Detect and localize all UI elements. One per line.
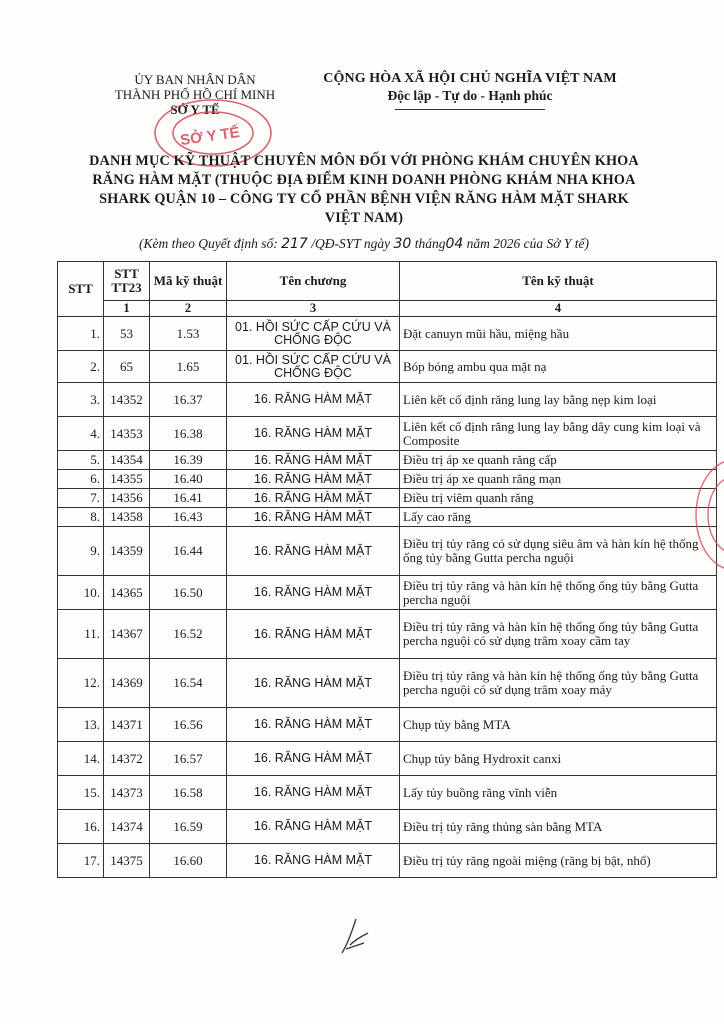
col-number-3: 3 [227,301,400,317]
row-ten-ky-thuat: Đặt canuyn mũi hầu, miệng hầu [400,317,717,351]
row-ten-ky-thuat: Điều trị tủy răng có sử dụng siêu âm và hàn kín hệ thống ống tủy bằng Gutta percha nguội [400,527,717,576]
decision-mid-2: tháng [414,236,446,251]
row-ma-ky-thuat: 1.53 [150,317,227,351]
row-stt: 6. [58,470,104,489]
table-row [58,844,717,878]
row-ten-ky-thuat: Bóp bóng ambu qua mặt nạ [400,351,717,383]
table-row [58,383,717,417]
col-number-2: 2 [150,301,227,317]
table-body [58,317,717,878]
col-number-4: 4 [400,301,717,317]
issuer-line-2: THÀNH PHỐ HỒ CHÍ MINH [114,87,276,102]
row-stt-tt23: 14358 [104,508,150,527]
row-stt: 5. [58,451,104,470]
table-row [58,351,717,383]
row-ma-ky-thuat: 16.38 [150,417,227,451]
row-ten-ky-thuat: Điều trị tủy răng ngoài miệng (răng bị bật, nhổ) [400,844,717,878]
row-ten-ky-thuat: Lấy tủy buồng răng vĩnh viễn [400,776,717,810]
row-stt-tt23: 14372 [104,742,150,776]
table-row [58,508,717,527]
row-stt: 1. [58,317,104,351]
row-ten-ky-thuat: Điều trị áp xe quanh răng cấp [400,451,717,470]
col-number-1: 1 [104,301,150,317]
row-ten-chuong: 16. RĂNG HÀM MẶT [227,659,400,708]
motto: Độc lập - Tự do - Hạnh phúc [387,88,553,103]
row-stt-tt23: 53 [104,317,150,351]
table-row [58,317,717,351]
row-ten-ky-thuat: Lấy cao răng [400,508,717,527]
row-stt-tt23: 14371 [104,708,150,742]
table-row [58,451,717,470]
row-ten-ky-thuat: Điều trị tủy răng và hàn kín hệ thống ống tủy bằng Gutta percha nguội có sử dụng trâm xoay máy [400,659,717,708]
row-ten-ky-thuat: Điều trị tủy răng và hàn kín hệ thống ống tủy bằng Gutta percha nguội [400,576,717,610]
table-row [58,527,717,576]
decision-prefix: (Kèm theo Quyết định số: [139,236,278,251]
row-stt: 3. [58,383,104,417]
row-ten-ky-thuat: Liên kết cố định răng lung lay bằng dây cung kim loại và Composite [400,417,717,451]
row-ten-chuong: 16. RĂNG HÀM MẶT [227,489,400,508]
issuer-line-1: ỦY BAN NHÂN DÂN [134,72,256,87]
row-stt: 8. [58,508,104,527]
row-stt: 11. [58,610,104,659]
row-stt-tt23: 14354 [104,451,150,470]
row-stt-tt23: 14373 [104,776,150,810]
row-ma-ky-thuat: 16.40 [150,470,227,489]
row-stt-tt23: 14359 [104,527,150,576]
motto-underline [395,109,545,110]
national-motto-block [305,70,635,110]
row-stt-tt23: 14374 [104,810,150,844]
decision-day: 30 [393,236,412,252]
row-ten-chuong: 16. RĂNG HÀM MẶT [227,508,400,527]
decision-mid-1: /QĐ-SYT ngày [311,236,391,251]
row-ma-ky-thuat: 16.60 [150,844,227,878]
row-ten-chuong: 01. HỒI SỨC CẤP CỨU VÀ CHỐNG ĐỘC [227,351,400,383]
row-ma-ky-thuat: 16.44 [150,527,227,576]
row-stt-tt23: 14356 [104,489,150,508]
decision-reference [40,236,688,252]
decision-month: 04 [445,236,464,252]
title-line-4: VIỆT NAM) [324,210,404,226]
row-ten-chuong: 16. RĂNG HÀM MẶT [227,844,400,878]
row-ma-ky-thuat: 16.50 [150,576,227,610]
row-ma-ky-thuat: 16.56 [150,708,227,742]
row-ten-chuong: 16. RĂNG HÀM MẶT [227,417,400,451]
row-ten-chuong: 01. HỒI SỨC CẤP CỨU VÀ CHỐNG ĐỘC [227,317,400,351]
row-ma-ky-thuat: 16.58 [150,776,227,810]
signature-icon [338,915,372,957]
row-ten-ky-thuat: Điều trị viêm quanh răng [400,489,717,508]
row-ten-ky-thuat: Chụp tủy bằng Hydroxit canxi [400,742,717,776]
row-stt-tt23: 14352 [104,383,150,417]
row-ten-chuong: 16. RĂNG HÀM MẶT [227,383,400,417]
row-stt: 9. [58,527,104,576]
row-stt-tt23: 14367 [104,610,150,659]
row-ten-ky-thuat: Điều trị tủy răng và hàn kín hệ thống ống tủy bằng Gutta percha nguội có sử dụng trâm xoay cầm tay [400,610,717,659]
row-ma-ky-thuat: 16.37 [150,383,227,417]
row-ma-ky-thuat: 16.52 [150,610,227,659]
row-stt: 17. [58,844,104,878]
table-row [58,742,717,776]
row-stt-tt23: 14353 [104,417,150,451]
row-ten-ky-thuat: Điều trị áp xe quanh răng mạn [400,470,717,489]
row-stt-tt23: 14375 [104,844,150,878]
title-line-2: RĂNG HÀM MẶT (THUỘC ĐỊA ĐIỂM KINH DOANH PHÒNG KHÁM NHA KHOA [92,172,636,188]
table-row [58,610,717,659]
row-ma-ky-thuat: 16.57 [150,742,227,776]
row-ten-chuong: 16. RĂNG HÀM MẶT [227,742,400,776]
decision-suffix: năm 2026 của Sở Y tế) [466,236,589,251]
row-ten-chuong: 16. RĂNG HÀM MẶT [227,810,400,844]
row-ten-ky-thuat: Liên kết cố định răng lung lay bằng nẹp kim loại [400,383,717,417]
row-stt: 2. [58,351,104,383]
title-line-3: SHARK QUẬN 10 – CÔNG TY CỔ PHẦN BỆNH VIỆN RĂNG HÀM MẶT SHARK [99,191,629,207]
row-stt: 12. [58,659,104,708]
row-ten-chuong: 16. RĂNG HÀM MẶT [227,527,400,576]
row-ma-ky-thuat: 16.43 [150,508,227,527]
technique-table [57,261,717,878]
stamp-center-text: SỞ Y TẾ [179,123,241,150]
header-ten-chuong: Tên chương [227,262,400,301]
row-ten-chuong: 16. RĂNG HÀM MẶT [227,576,400,610]
table-row [58,489,717,508]
row-stt-tt23: 14365 [104,576,150,610]
row-stt: 10. [58,576,104,610]
row-ma-ky-thuat: 16.41 [150,489,227,508]
row-ma-ky-thuat: 16.59 [150,810,227,844]
row-ten-ky-thuat: Chụp tủy bằng MTA [400,708,717,742]
row-stt: 4. [58,417,104,451]
row-stt-tt23: 65 [104,351,150,383]
row-ma-ky-thuat: 16.54 [150,659,227,708]
header-ma-ky-thuat: Mã kỹ thuật [150,262,227,301]
row-stt: 15. [58,776,104,810]
table-row [58,659,717,708]
table-row [58,470,717,489]
row-stt: 13. [58,708,104,742]
row-ma-ky-thuat: 16.39 [150,451,227,470]
document-title [40,152,688,228]
row-stt: 7. [58,489,104,508]
decision-number: 217 [281,236,308,252]
row-ten-chuong: 16. RĂNG HÀM MẶT [227,451,400,470]
row-ten-ky-thuat: Điều trị tủy răng thủng sàn bằng MTA [400,810,717,844]
row-ma-ky-thuat: 1.65 [150,351,227,383]
row-stt-tt23: 14355 [104,470,150,489]
table-row [58,776,717,810]
header-stt: STT [58,262,104,317]
edge-stamp-icon [690,455,724,575]
title-line-1: DANH MỤC KỸ THUẬT CHUYÊN MÔN ĐỐI VỚI PHÒNG KHÁM CHUYÊN KHOA [89,153,639,169]
header-stt-tt23: STT TT23 [104,262,150,301]
row-ten-chuong: 16. RĂNG HÀM MẶT [227,470,400,489]
row-ten-chuong: 16. RĂNG HÀM MẶT [227,708,400,742]
table-row [58,810,717,844]
row-stt: 16. [58,810,104,844]
row-ten-chuong: 16. RĂNG HÀM MẶT [227,776,400,810]
row-ten-chuong: 16. RĂNG HÀM MẶT [227,610,400,659]
table-row [58,576,717,610]
header-ten-ky-thuat: Tên kỹ thuật [400,262,717,301]
nation-name: CỘNG HÒA XÃ HỘI CHỦ NGHĨA VIỆT NAM [323,71,617,86]
table-row [58,708,717,742]
row-stt: 14. [58,742,104,776]
table-row [58,417,717,451]
issuer-line-3: SỞ Y TẾ [170,102,220,117]
row-stt-tt23: 14369 [104,659,150,708]
